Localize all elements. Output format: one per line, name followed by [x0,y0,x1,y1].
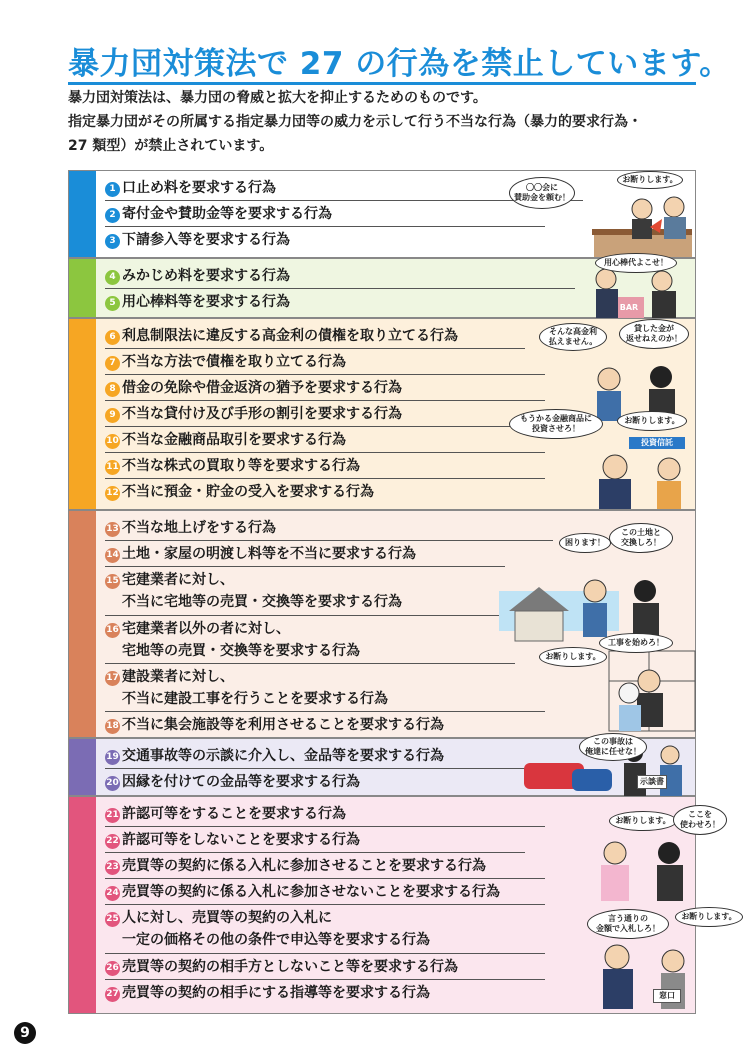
item-text-line-2: 宅地等の売買・交換等を要求する行為 [122,643,360,659]
item-text: 不当な方法で債権を取り立てる行為 [122,354,346,370]
speech-bubble: お断りします。 [609,811,677,831]
speech-bubble: そんな高金利 払えません。 [539,323,607,351]
item-text: 交通事故等の示談に介入し、金品等を要求する行為 [122,748,444,764]
item-number-badge: 26 [105,961,120,976]
speech-bubble: お断りします。 [539,647,607,667]
item-10 [105,429,346,451]
item-text: 宅建業者以外の者に対し、 [122,621,290,637]
illustration-extortion-office [574,189,694,257]
page-title: 暴力団対策法で 27 の行為を禁止しています。 [68,46,731,82]
item-number-badge: 1 [105,182,120,197]
item-9 [105,403,402,425]
item-number-badge: 25 [105,912,120,927]
speech-bubble: 困ります！ [559,533,611,553]
item-text: 不当な金融商品取引を要求する行為 [122,432,346,448]
item-number-badge: 3 [105,234,120,249]
item-text: 売買等の契約の相手にする指導等を要求する行為 [122,985,430,1001]
speech-bubble: お断りします。 [675,907,743,927]
item-text: 借金の免除や借金返済の猶予を要求する行為 [122,380,402,396]
item-number-badge: 15 [105,574,120,589]
item-number-badge: 5 [105,296,120,311]
item-5 [105,291,290,313]
item-number-badge: 22 [105,834,120,849]
title-underline [68,82,696,85]
group-5-stripe [69,739,96,795]
item-text-line-2: 不当に宅地等の売買・交換等を要求する行為 [122,594,402,610]
item-number-badge: 9 [105,408,120,423]
item-text: 不当な貸付け及び手形の割引を要求する行為 [122,406,402,422]
item-1 [105,177,276,199]
item-text: 口止め料を要求する行為 [122,180,276,196]
speech-bubble: お断りします。 [617,171,683,189]
item-20 [105,771,360,793]
item-24 [105,881,500,903]
divider [105,953,545,954]
item-text: 不当な株式の買取り等を要求する行為 [122,458,360,474]
item-text: 許認可等をしないことを要求する行為 [122,832,360,848]
speech-bubble: 〇〇会に 賛助金を頼む！ [509,177,575,209]
item-number-badge: 19 [105,750,120,765]
speech-bubble: 工事を始めろ！ [599,633,673,653]
item-text: 不当に預金・貯金の受入を要求する行為 [122,484,374,500]
item-15 [105,569,402,613]
item-number-badge: 11 [105,460,120,475]
item-text: 土地・家屋の明渡し料等を不当に要求する行為 [122,546,416,562]
item-text: 人に対し、売買等の契約の入札に [122,910,332,926]
divider [105,615,505,616]
item-number-badge: 4 [105,270,120,285]
item-4 [105,265,290,287]
item-number-badge: 21 [105,808,120,823]
item-number-badge: 12 [105,486,120,501]
item-text: みかじめ料を要求する行為 [122,268,290,284]
group-2 [68,258,696,318]
item-text: 売買等の契約に係る入札に参加させないことを要求する行為 [122,884,500,900]
item-text: 利息制限法に違反する高金利の債権を取り立てる行為 [122,328,458,344]
divider [105,540,553,541]
divider [105,400,545,401]
item-text: 許認可等をすることを要求する行為 [122,806,346,822]
intro-line-2: 指定暴力団がその所属する指定暴力団等の威力を示して行う不当な行為（暴力的要求行為・ [68,114,642,130]
divider [105,663,515,664]
speech-bubble: もうかる金融商品に 投資させろ！ [509,409,603,439]
divider [105,566,505,567]
group-6-stripe [69,797,96,1013]
item-13 [105,517,276,539]
item-23 [105,855,486,877]
page-number: 9 [14,1022,36,1044]
divider [105,226,545,227]
item-text: 不当に集会施設等を利用させることを要求する行為 [122,717,444,733]
group-5 [68,738,696,796]
divider [105,711,545,712]
reception-sign: 窓口 [653,989,681,1003]
speech-bubble: 用心棒代よこせ！ [595,253,677,273]
item-text: 因縁を付けての金品等を要求する行為 [122,774,360,790]
item-18 [105,714,444,736]
speech-bubble: この事故は 俺達に任せな！ [579,733,647,761]
item-text: 売買等の契約に係る入札に参加させることを要求する行為 [122,858,486,874]
item-25 [105,907,430,951]
item-6 [105,325,458,347]
group-1-stripe [69,171,96,257]
group-1 [68,170,696,258]
item-number-badge: 23 [105,860,120,875]
item-text: 売買等の契約の相手方としないこと等を要求する行為 [122,959,458,975]
divider [105,904,545,905]
item-number-badge: 24 [105,886,120,901]
item-12 [105,481,374,503]
item-17 [105,666,388,710]
speech-bubble: 貸した金が 返せねえのか！ [619,319,689,349]
item-text-line-2: 一定の価格その他の条件で申込等を要求する行為 [122,932,430,948]
divider [105,348,525,349]
group-3-stripe [69,319,96,509]
item-26 [105,956,458,978]
item-text: 建設業者に対し、 [122,669,234,685]
divider [105,288,575,289]
item-number-badge: 27 [105,987,120,1002]
item-number-badge: 14 [105,548,120,563]
item-text-line-2: 不当に建設工事を行うことを要求する行為 [122,691,388,707]
item-16 [105,618,360,662]
item-14 [105,543,416,565]
divider [105,979,545,980]
group-2-stripe [69,259,96,317]
settlement-document: 示談書 [637,775,667,789]
item-8 [105,377,402,399]
speech-bubble: この土地と 交換しろ！ [609,523,673,553]
item-11 [105,455,360,477]
item-number-badge: 6 [105,330,120,345]
item-number-badge: 18 [105,719,120,734]
divider [105,852,525,853]
investment-sign: 投資信託 [629,437,685,449]
item-21 [105,803,346,825]
speech-bubble: 言う通りの 金額で入札しろ！ [587,909,669,939]
item-7 [105,351,346,373]
item-number-badge: 20 [105,776,120,791]
item-text: 宅建業者に対し、 [122,572,234,588]
item-2 [105,203,332,225]
divider [105,200,583,201]
group-3 [68,318,696,510]
intro-line-1: 暴力団対策法は、暴力団の脅威と拡大を抑止するためのものです。 [68,90,487,106]
item-number-badge: 16 [105,623,120,638]
speech-bubble: ここを 使わせろ！ [673,805,727,835]
divider [105,452,545,453]
item-text: 寄付金や賛助金等を要求する行為 [122,206,332,222]
item-3 [105,229,290,251]
item-text: 不当な地上げをする行為 [122,520,276,536]
divider [105,426,535,427]
intro-line-3: 27 類型）が禁止されています。 [68,138,274,154]
item-19 [105,745,444,767]
divider [105,478,545,479]
item-number-badge: 2 [105,208,120,223]
divider [105,768,575,769]
item-22 [105,829,360,851]
divider [105,878,545,879]
item-27 [105,982,430,1004]
group-4 [68,510,696,738]
item-number-badge: 10 [105,434,120,449]
item-number-badge: 8 [105,382,120,397]
item-number-badge: 17 [105,671,120,686]
intro-text [68,86,708,158]
item-text: 下請参入等を要求する行為 [122,232,290,248]
group-4-stripe [69,511,96,737]
divider [105,374,545,375]
item-text: 用心棒料等を要求する行為 [122,294,290,310]
group-6 [68,796,737,1014]
speech-bubble: お断りします。 [617,411,687,431]
item-number-badge: 13 [105,522,120,537]
item-number-badge: 7 [105,356,120,371]
bar-sign: BAR [619,303,639,312]
divider [105,826,545,827]
